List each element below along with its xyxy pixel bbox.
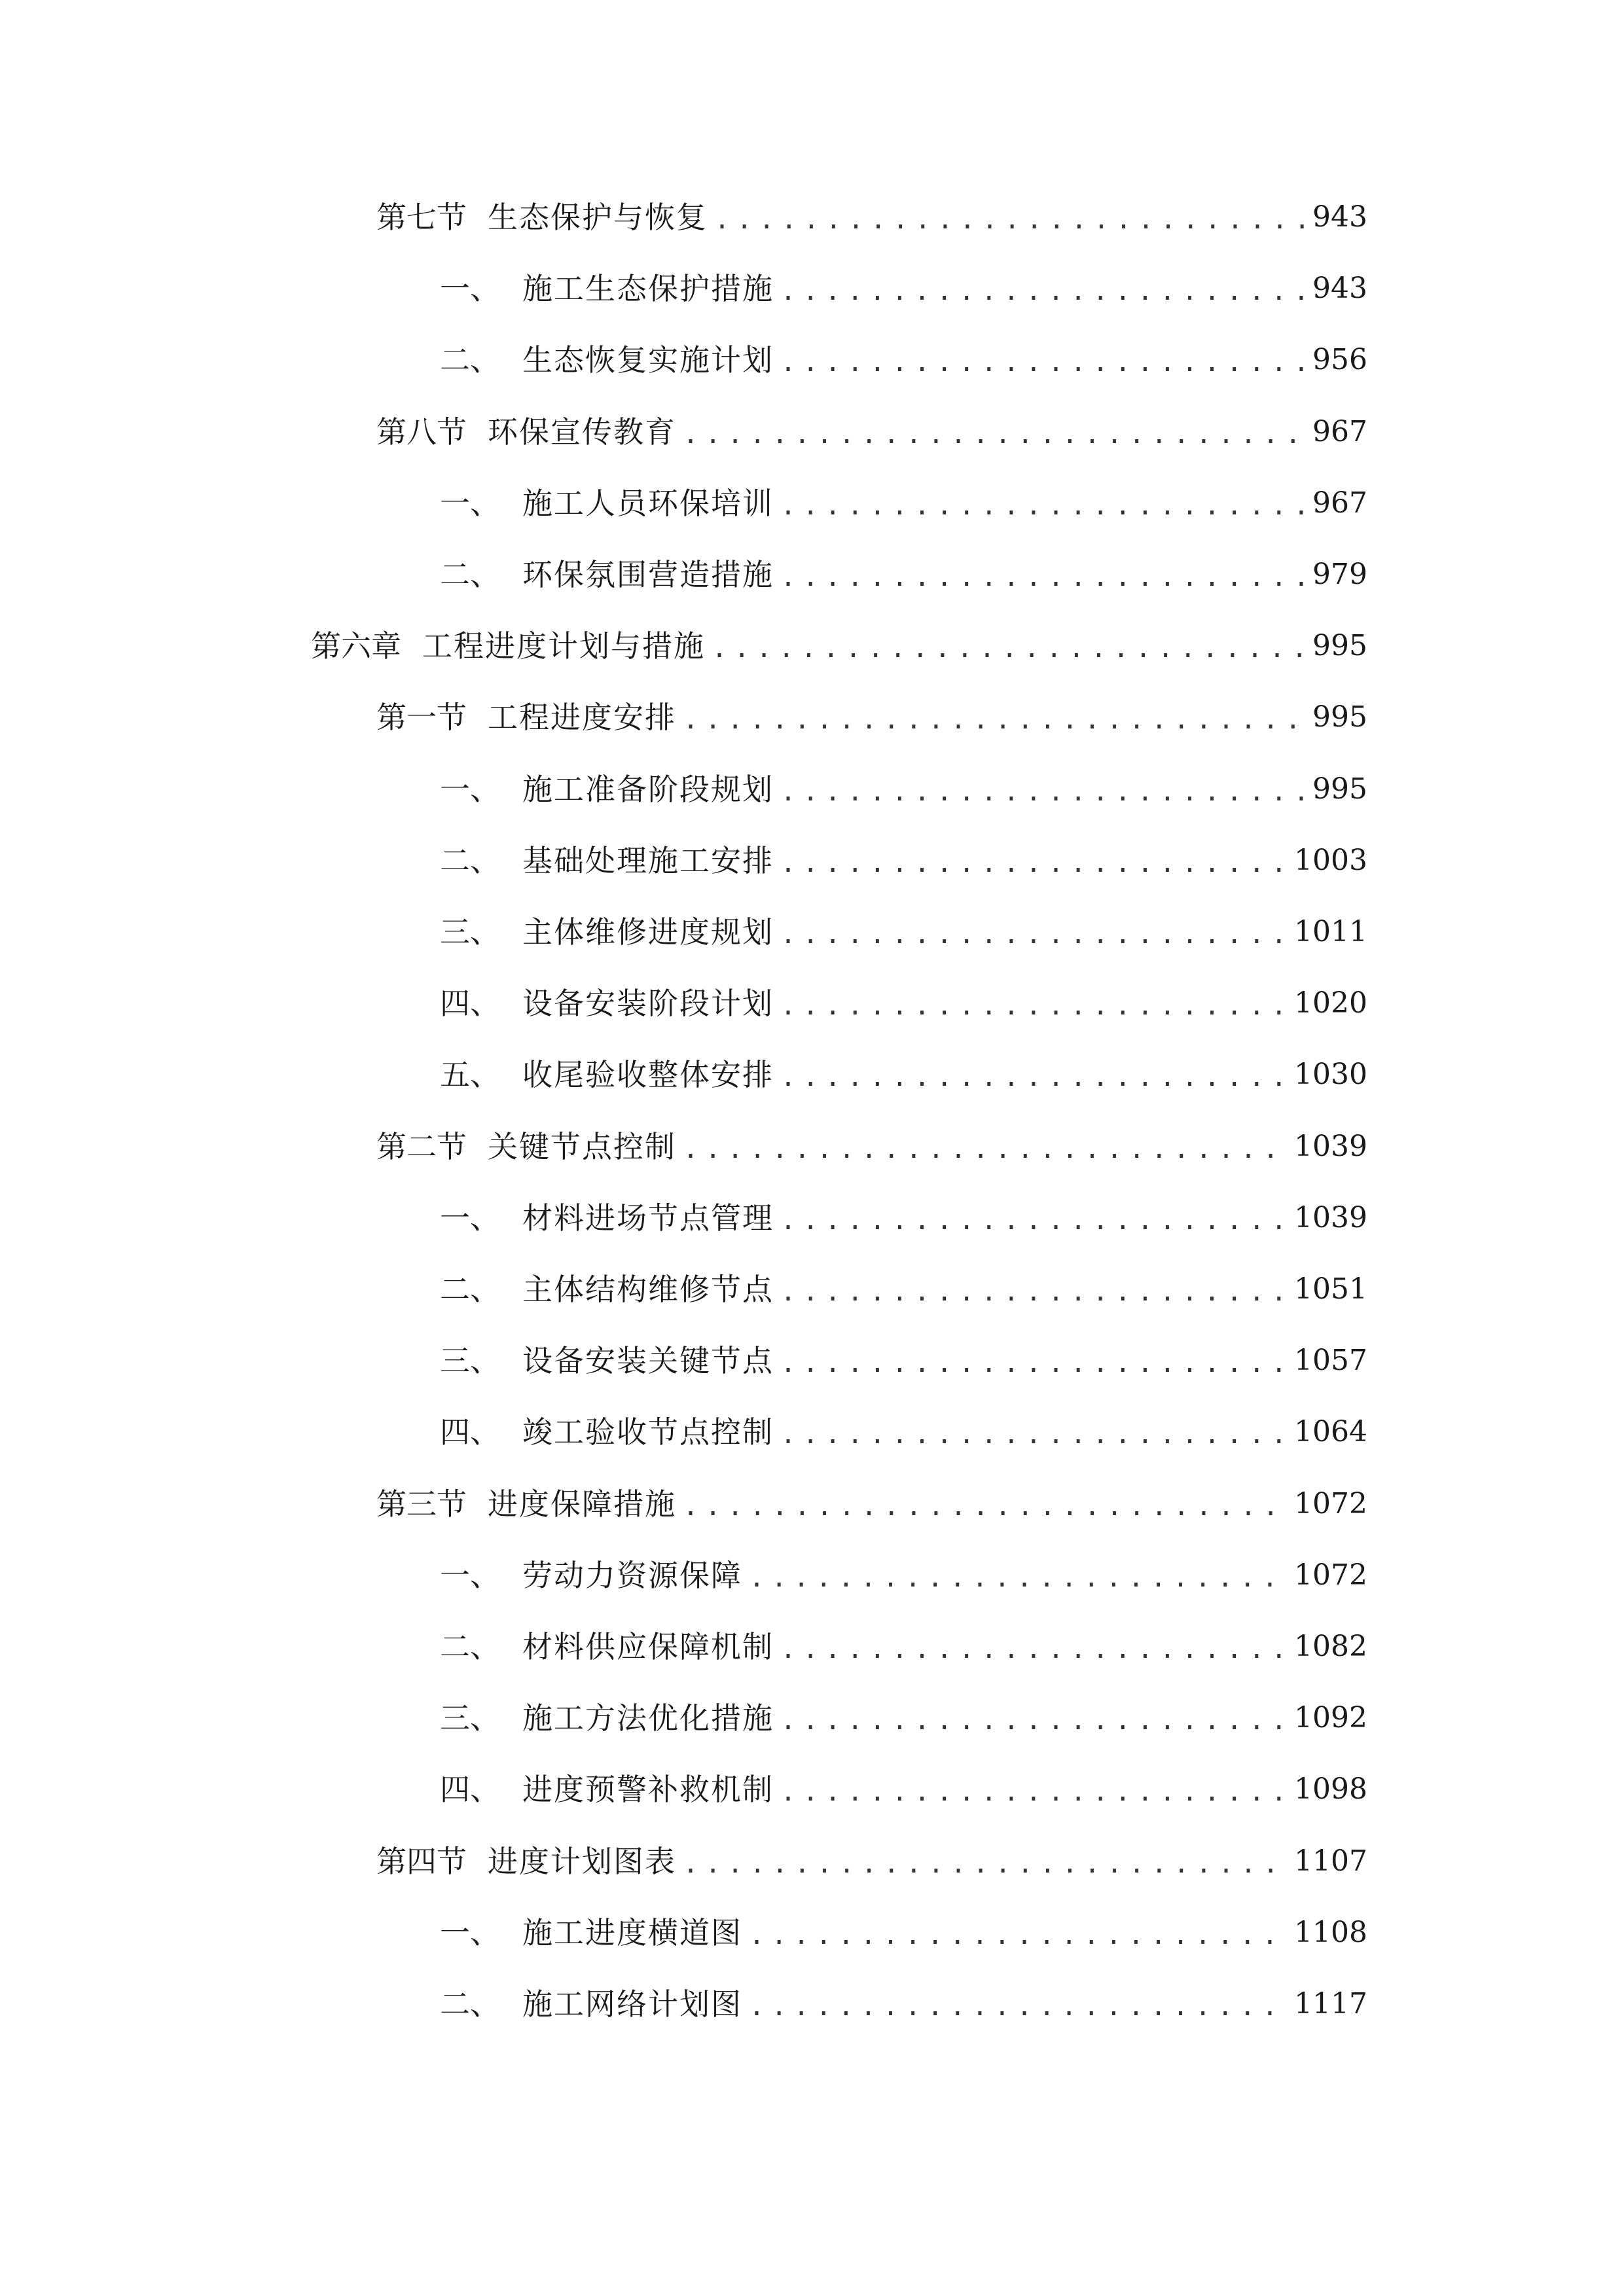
toc-entry[interactable]	[440, 834, 1367, 887]
toc-entry-page-number: 995	[1312, 700, 1367, 734]
toc-entry-number: 第四节	[376, 1844, 467, 1879]
toc-entry-number: 五、	[440, 1057, 500, 1092]
toc-entry-title: 施工网络计划图	[522, 1986, 742, 2022]
toc-entry[interactable]	[440, 1621, 1367, 1673]
toc-dot-leader	[780, 1408, 1289, 1458]
toc-entry-number: 二、	[440, 1272, 500, 1307]
toc-dot-leader	[749, 1981, 1289, 2030]
toc-dot-leader	[780, 1337, 1289, 1387]
toc-entry-number: 二、	[440, 1629, 500, 1664]
toc-dot-leader	[780, 480, 1307, 529]
toc-entry-number: 二、	[440, 843, 500, 878]
toc-dot-leader	[683, 1480, 1289, 1530]
toc-entry[interactable]	[440, 1692, 1367, 1744]
toc-dot-leader	[780, 908, 1289, 958]
toc-entry-page-number: 979	[1312, 558, 1367, 591]
toc-entry-page-number: 995	[1312, 772, 1367, 806]
toc-entry-page-number: 1092	[1294, 1701, 1367, 1734]
toc-entry-page-number: 1057	[1294, 1344, 1367, 1377]
toc-entry-title: 收尾验收整体安排	[522, 1057, 774, 1092]
toc-entry-number: 一、	[440, 1558, 500, 1593]
toc-dot-leader	[683, 1123, 1289, 1173]
toc-entry[interactable]	[440, 906, 1367, 958]
toc-entry[interactable]	[440, 334, 1367, 386]
toc-entry[interactable]	[440, 1763, 1367, 1816]
toc-entry-page-number: 1039	[1294, 1201, 1367, 1234]
toc-entry-title: 主体结构维修节点	[522, 1272, 774, 1307]
toc-entry-title: 进度计划图表	[488, 1844, 676, 1879]
toc-entry-page-number: 995	[1312, 629, 1367, 662]
toc-entry-page-number: 1020	[1294, 986, 1367, 1020]
toc-entry[interactable]	[440, 548, 1367, 601]
toc-entry-title: 工程进度计划与措施	[422, 628, 705, 664]
toc-entry[interactable]	[311, 620, 1367, 672]
toc-entry[interactable]	[440, 1263, 1367, 1316]
toc-dot-leader	[780, 837, 1289, 887]
toc-entry[interactable]	[440, 1907, 1367, 1959]
toc-entry[interactable]	[376, 691, 1367, 744]
toc-entry-number: 三、	[440, 914, 500, 950]
toc-entry-page-number: 1064	[1294, 1415, 1367, 1448]
toc-dot-leader	[780, 265, 1307, 315]
toc-entry-number: 四、	[440, 1772, 500, 1807]
toc-entry-title: 施工准备阶段规划	[522, 772, 774, 807]
toc-entry-page-number: 1108	[1294, 1916, 1367, 1949]
toc-entry-number: 四、	[440, 1414, 500, 1450]
toc-dot-leader	[780, 1051, 1289, 1101]
toc-entry[interactable]	[376, 1478, 1367, 1530]
toc-entry[interactable]	[440, 1406, 1367, 1458]
toc-entry[interactable]	[376, 1835, 1367, 1888]
toc-entry-page-number: 967	[1312, 415, 1367, 448]
toc-entry-title: 环保宣传教育	[488, 414, 676, 450]
toc-entry-page-number: 1003	[1294, 844, 1367, 877]
toc-entry-page-number: 1011	[1294, 915, 1367, 948]
toc-entry-number: 一、	[440, 1200, 500, 1236]
toc-entry[interactable]	[440, 1192, 1367, 1244]
toc-entry-title: 材料供应保障机制	[522, 1629, 774, 1664]
toc-entry-number: 第七节	[376, 200, 467, 235]
toc-entry-page-number: 1107	[1294, 1844, 1367, 1878]
toc-entry-title: 施工进度横道图	[522, 1915, 742, 1950]
toc-entry-number: 二、	[440, 1986, 500, 2022]
toc-entry[interactable]	[440, 477, 1367, 529]
toc-dot-leader	[780, 551, 1307, 601]
toc-entry-title: 进度预警补救机制	[522, 1772, 774, 1807]
toc-entry-page-number: 956	[1312, 343, 1367, 376]
toc-dot-leader	[712, 622, 1307, 672]
toc-dot-leader	[780, 1194, 1289, 1244]
toc-entry-page-number: 1051	[1294, 1272, 1367, 1306]
toc-entry-title: 基础处理施工安排	[522, 843, 774, 878]
toc-entry-number: 一、	[440, 772, 500, 807]
toc-entry-page-number: 1072	[1294, 1487, 1367, 1520]
toc-entry-title: 环保氛围营造措施	[522, 557, 774, 592]
toc-dot-leader	[780, 1266, 1289, 1316]
toc-entry-number: 三、	[440, 1700, 500, 1736]
toc-entry-page-number: 1072	[1294, 1558, 1367, 1592]
toc-entry-title: 进度保障措施	[488, 1486, 676, 1522]
toc-dot-leader	[749, 1552, 1289, 1602]
toc-dot-leader	[749, 1909, 1289, 1959]
toc-entry-number: 第六章	[311, 628, 401, 664]
toc-entry[interactable]	[440, 763, 1367, 816]
toc-entry[interactable]	[440, 1049, 1367, 1101]
toc-entry[interactable]	[440, 1978, 1367, 2030]
toc-entry-title: 主体维修进度规划	[522, 914, 774, 950]
toc-entry[interactable]	[440, 262, 1367, 315]
toc-dot-leader	[780, 980, 1289, 1030]
toc-dot-leader	[683, 408, 1307, 458]
toc-entry-title: 施工方法优化措施	[522, 1700, 774, 1736]
toc-entry-number: 第二节	[376, 1129, 467, 1164]
toc-entry-page-number: 943	[1312, 200, 1367, 234]
toc-entry-number: 一、	[440, 271, 500, 306]
toc-entry[interactable]	[376, 1121, 1367, 1173]
toc-dot-leader	[714, 194, 1307, 243]
toc-entry[interactable]	[376, 191, 1367, 243]
toc-entry-title: 工程进度安排	[488, 700, 676, 735]
toc-entry-number: 二、	[440, 342, 500, 378]
toc-entry-page-number: 1117	[1294, 1987, 1367, 2020]
toc-entry-number: 第三节	[376, 1486, 467, 1522]
toc-entry-page-number: 1039	[1294, 1130, 1367, 1163]
toc-entry-title: 施工生态保护措施	[522, 271, 774, 306]
toc-entry-number: 四、	[440, 986, 500, 1021]
toc-entry-title: 材料进场节点管理	[522, 1200, 774, 1236]
toc-entry[interactable]	[440, 1549, 1367, 1602]
toc-dot-leader	[780, 1766, 1289, 1816]
toc-dot-leader	[780, 1623, 1289, 1673]
toc-entry-number: 三、	[440, 1343, 500, 1378]
toc-dot-leader	[780, 766, 1307, 816]
toc-entry-number: 一、	[440, 486, 500, 521]
toc-entry[interactable]	[440, 1335, 1367, 1387]
toc-dot-leader	[780, 336, 1307, 386]
toc-entry-page-number: 1098	[1294, 1772, 1367, 1806]
toc-dot-leader	[683, 1838, 1289, 1888]
toc-entry-page-number: 1030	[1294, 1058, 1367, 1091]
toc-entry-number: 第八节	[376, 414, 467, 450]
toc-entry-number: 二、	[440, 557, 500, 592]
toc-entry-title: 生态保护与恢复	[488, 200, 708, 235]
toc-entry-title: 劳动力资源保障	[522, 1558, 742, 1593]
toc-entry-title: 设备安装关键节点	[522, 1343, 774, 1378]
toc-entry[interactable]	[440, 977, 1367, 1030]
toc-entry-page-number: 967	[1312, 486, 1367, 520]
toc-entry-title: 生态恢复实施计划	[522, 342, 774, 378]
toc-entry-number: 一、	[440, 1915, 500, 1950]
toc-dot-leader	[780, 1695, 1289, 1744]
toc-entry-title: 设备安装阶段计划	[522, 986, 774, 1021]
toc-dot-leader	[683, 694, 1307, 744]
toc-entry-page-number: 943	[1312, 272, 1367, 305]
toc-entry-title: 竣工验收节点控制	[522, 1414, 774, 1450]
toc-entry-title: 关键节点控制	[488, 1129, 676, 1164]
toc-entry-page-number: 1082	[1294, 1630, 1367, 1663]
toc-entry-number: 第一节	[376, 700, 467, 735]
toc-entry-title: 施工人员环保培训	[522, 486, 774, 521]
toc-entry[interactable]	[376, 406, 1367, 458]
